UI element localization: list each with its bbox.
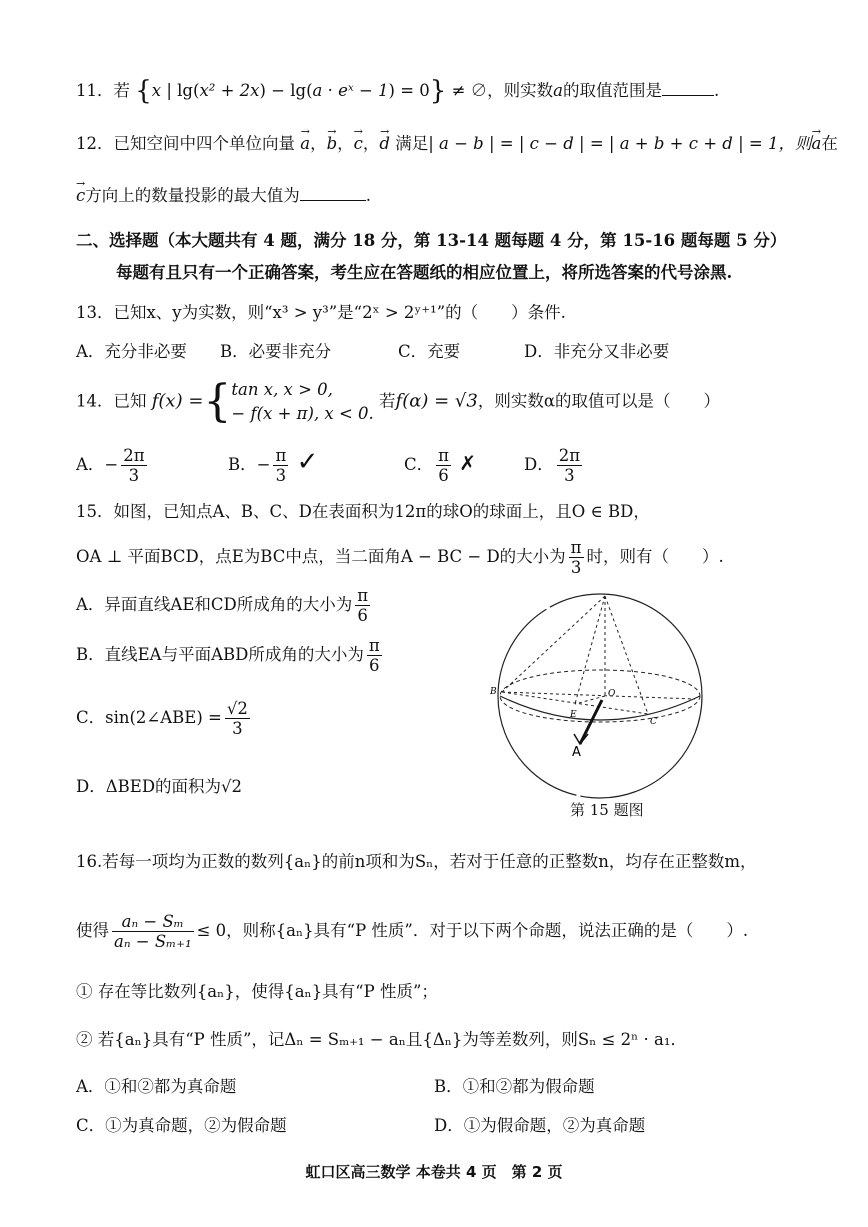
q14-fx: f(x) = (151, 390, 204, 412)
question-12-line2 (76, 184, 371, 207)
q13-option-a[interactable]: A．充分非必要 (76, 342, 187, 361)
question-13 (76, 302, 566, 324)
q12-sep1: ， (310, 134, 327, 153)
sphere-figure (480, 584, 710, 804)
q14-option-b[interactable] (228, 446, 318, 485)
fraction (355, 586, 370, 625)
label-c: C (650, 717, 657, 727)
edge-ae (575, 596, 605, 704)
q15-line1: 如图，已知点A、B、C、D在表面积为12π的球O的球面上，且O ∈ BD， (113, 502, 650, 521)
brace-close: } (429, 76, 447, 106)
numerator: π (275, 446, 287, 465)
numerator: 2π (123, 446, 145, 465)
edge-ab (502, 596, 605, 692)
question-15 (76, 501, 650, 523)
proposition-1: ① 存在等比数列{aₙ}，使得{aₙ}具有“P 性质”； (76, 982, 438, 1001)
q15-line2b: 时，则有（ ）. (586, 547, 724, 566)
vector-a: → a (811, 133, 821, 155)
q12-end: . (365, 186, 371, 205)
vector-a: → a (300, 133, 310, 155)
label-o: O (608, 689, 616, 699)
q11-expr1: x² + 2x (199, 81, 260, 100)
question-number: 12． (76, 134, 114, 153)
numerator: √2 (226, 699, 248, 718)
q11-tail: 的取值范围是 (563, 81, 662, 100)
fraction (112, 912, 194, 951)
piecewise-brace: { (203, 376, 232, 427)
opt-sign: − (104, 455, 119, 474)
numerator: π (570, 538, 582, 557)
fraction (569, 538, 584, 577)
fraction (273, 446, 288, 485)
label-e: E (570, 710, 577, 720)
numerator: π (368, 636, 380, 655)
q16-line2b: ≤ 0，则称{aₙ}具有“P 性质”．对于以下两个命题，说法正确的是（ ）. (196, 921, 749, 940)
numerator: aₙ − Sₘ (112, 912, 194, 932)
answer-blank[interactable] (662, 79, 714, 96)
q14-option-d[interactable] (524, 446, 585, 485)
denominator: 6 (369, 656, 380, 675)
q11-mid: ) − lg( (259, 81, 313, 100)
denominator: aₙ − Sₘ₊₁ (114, 932, 192, 951)
q15-option-d[interactable]: D．ΔBED的面积为√2 (76, 777, 243, 796)
brace-open: { (135, 76, 152, 106)
q12-sep3: ， (362, 134, 380, 153)
q11-post: ) = 0 (388, 81, 430, 100)
proposition-2: ② 若{aₙ}具有“P 性质”，记Δₙ = Sₘ₊₁ − aₙ且{Δₙ}为等差数列，则Sₙ ≤ 2ⁿ · a₁． (76, 1030, 687, 1049)
opt-text: C．sin(2∠ABE) = (76, 708, 222, 727)
opt-sign: − (256, 455, 271, 474)
denominator: 3 (128, 466, 140, 485)
denominator: 3 (275, 466, 287, 485)
fraction (557, 446, 582, 485)
q12-eq: | a − b | = | c − d | = | a + b + c + d | = 1，则 (428, 134, 812, 153)
q11-end: . (714, 81, 720, 100)
q12-cond: 满足 (395, 134, 429, 153)
q15-option-c[interactable] (76, 699, 253, 738)
vector-d: → d (379, 133, 390, 155)
q15-option-b[interactable] (76, 636, 385, 675)
answer-blank[interactable] (300, 184, 366, 201)
label-a: A (572, 745, 581, 760)
equator-front (500, 696, 700, 720)
fraction (121, 446, 146, 485)
q11-neq: ≠ ∅，则实数 (446, 81, 554, 100)
section-instruction: 每题有且只有一个正确答案，考生应在答题纸的相应位置上，将所选答案的代号涂黑. (116, 263, 733, 282)
page-footer: 虹口区高三数学 本卷共 4 页 第 2 页 (305, 1163, 563, 1181)
denominator: 3 (564, 466, 575, 485)
q14-pre: 已知 (113, 391, 147, 411)
cross-mark-icon: ✗ (459, 451, 476, 475)
question-14 (76, 378, 720, 426)
q14-option-c[interactable] (404, 446, 476, 485)
section-title: 二、选择题（本大题共有 4 题，满分 18 分，第 13-14 题每题 4 分，第 15-16 题每题 5 分） (76, 231, 787, 250)
denominator: 6 (438, 466, 449, 485)
fraction (436, 446, 451, 485)
opt-label: C． (404, 455, 434, 474)
q16-option-a[interactable]: A．①和②都为真命题 (76, 1077, 237, 1096)
vector-c: → c (354, 133, 363, 155)
q13-text: 已知x、y为实数，则“x³ > y³”是“2ˣ > 2ʸ⁺¹”的（ ）条件. (113, 303, 566, 322)
q15-line2a: OA ⊥ 平面BCD，点E为BC中点，当二面角A − BC − D的大小为 (76, 547, 566, 566)
piecewise-cases (231, 378, 373, 426)
vector-c: → c (76, 185, 85, 207)
case-1: tan x, x > 0, (231, 380, 333, 399)
q14-tail: ，则实数α的取值可以是（ ） (477, 391, 721, 411)
question-12 (76, 133, 838, 155)
fraction (225, 699, 250, 738)
q13-option-b[interactable]: B．必要非充分 (220, 342, 332, 361)
question-number: 11． (76, 81, 114, 100)
q12-sep2: ， (337, 134, 354, 153)
q13-option-d[interactable]: D．非充分又非必要 (524, 342, 670, 361)
question-number: 13． (76, 303, 114, 322)
denominator: 3 (570, 558, 582, 577)
opt-label: B． (228, 455, 257, 474)
q11-bar: | lg( (161, 81, 200, 100)
case-2: − f(x + π), x < 0. (231, 404, 374, 423)
q14-falpha: f(α) = √3 (395, 390, 478, 412)
q12-line2: 方向上的数量投影的最大值为 (85, 186, 300, 205)
q16-option-c[interactable]: C．①为真命题，②为假命题 (76, 1116, 287, 1135)
denominator: 6 (357, 606, 368, 625)
figure-caption: 第 15 题图 (570, 801, 644, 819)
opt-label: A． (76, 455, 105, 474)
check-mark-icon: ✓ (296, 447, 319, 477)
q14-option-a[interactable] (76, 446, 150, 485)
numerator: π (357, 586, 369, 605)
question-number: 15． (76, 502, 114, 521)
fraction (367, 636, 382, 675)
question-16-line2 (76, 912, 748, 951)
q16-option-b[interactable]: B．①和②都为假命题 (434, 1077, 595, 1096)
q11-expr2: a · eˣ − 1 (312, 81, 389, 100)
numerator: π (438, 446, 449, 465)
question-11 (76, 76, 720, 106)
vector-b: → b (327, 133, 338, 155)
q12-text1: 已知空间中四个单位向量 (113, 134, 295, 153)
opt-label: D． (524, 455, 554, 474)
q11-text: 若 (113, 81, 130, 100)
denominator: 3 (232, 719, 243, 738)
opt-text: B．直线EA与平面ABD所成角的大小为 (76, 645, 364, 664)
question-15-line2 (76, 538, 724, 577)
var-x: x (151, 81, 162, 100)
q16-line2a: 使得 (76, 921, 109, 940)
q14-mid: 若 (379, 391, 396, 411)
numerator: 2π (558, 446, 581, 465)
question-number: 14． (76, 391, 114, 411)
q16-option-d[interactable]: D．①为假命题，②为真命题 (434, 1116, 646, 1135)
opt-text: A．异面直线AE和CD所成角的大小为 (76, 595, 353, 614)
label-b: B (490, 687, 497, 697)
var-a: a (553, 81, 563, 100)
q15-option-a[interactable] (76, 586, 373, 625)
q13-option-c[interactable]: C．充要 (398, 342, 461, 361)
q12-then: 在 (821, 134, 838, 153)
question-16: 16.若每一项均为正数的数列{aₙ}的前n项和为Sₙ，若对于任意的正整数n，均存在正整数m， (76, 852, 757, 871)
